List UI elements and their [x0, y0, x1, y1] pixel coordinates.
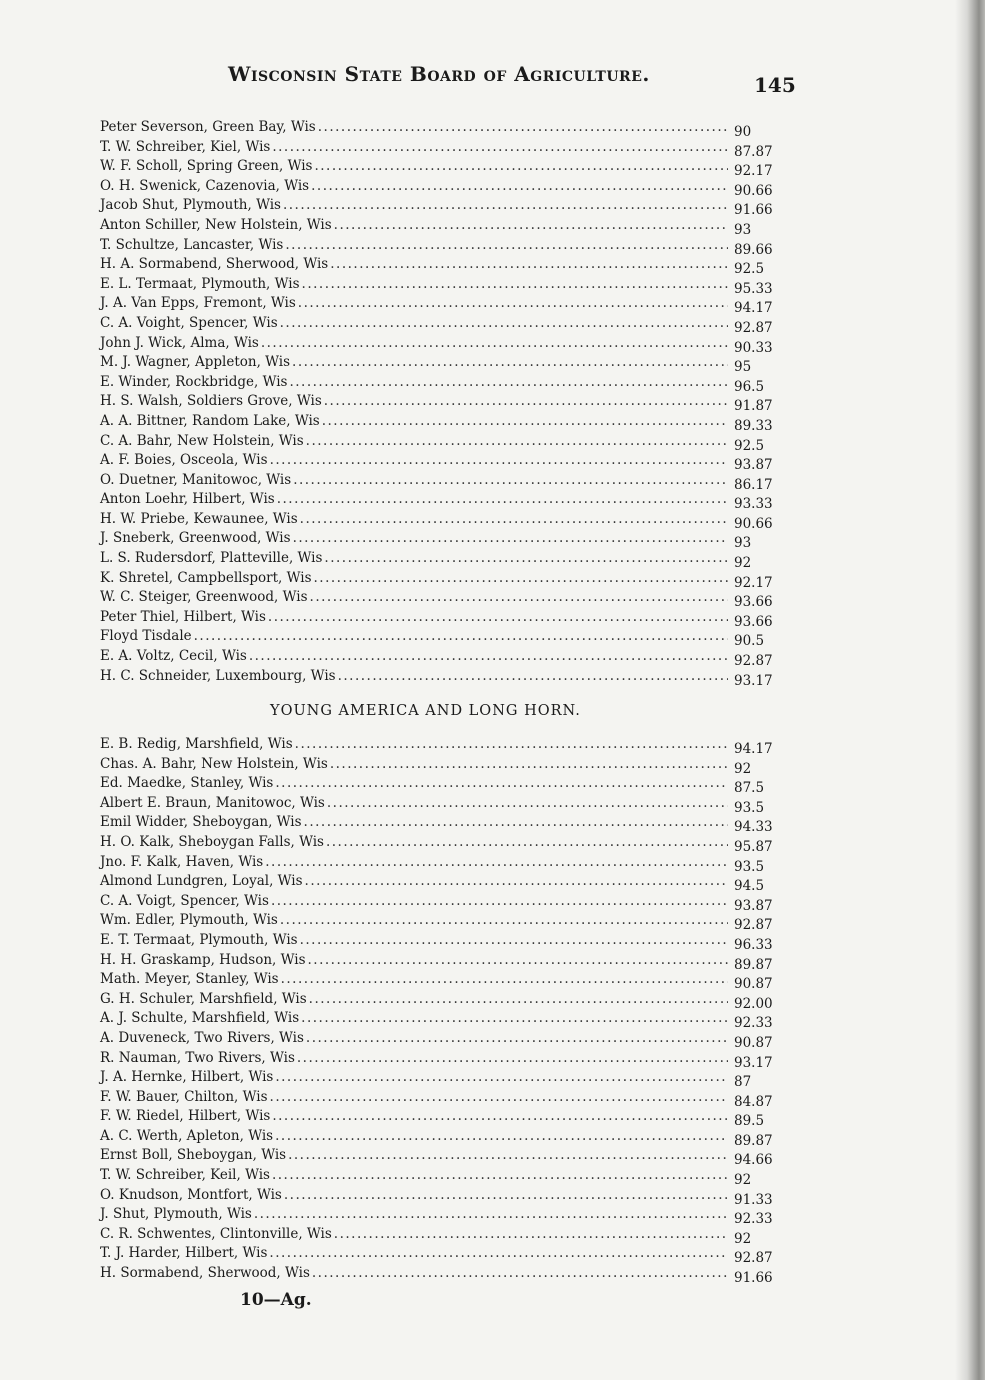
- entrant-name: Floyd Tisdale: [100, 628, 192, 645]
- entrant-name: Emil Widder, Sheboygan, Wis: [100, 814, 302, 831]
- score-value: 90.66: [734, 182, 773, 199]
- list-item: [100, 1166, 790, 1189]
- list-item: [100, 911, 790, 934]
- score-value: 92.87: [734, 653, 773, 670]
- entrant-name: A. A. Bittner, Random Lake, Wis: [100, 412, 320, 429]
- dot-leader: [305, 872, 728, 892]
- score-value: 93.17: [734, 672, 773, 689]
- entrant-name: O. Knudson, Montfort, Wis: [100, 1186, 282, 1203]
- entrant-name: W. F. Scholl, Spring Green, Wis: [100, 158, 313, 175]
- score-value: 96.5: [734, 378, 765, 395]
- list-item: [100, 794, 790, 814]
- score-value: 87.5: [734, 780, 765, 797]
- entrant-name: G. H. Schuler, Marshfield, Wis: [100, 990, 307, 1007]
- score-value: 92: [734, 760, 752, 777]
- score-value: 87.87: [734, 143, 773, 160]
- dot-leader: [283, 196, 728, 216]
- score-value: 93.33: [734, 496, 773, 513]
- results-list-2: [100, 735, 790, 1287]
- dot-leader: [306, 1029, 728, 1049]
- entrant-name: E. B. Redig, Marshfield, Wis: [100, 736, 293, 752]
- score-value: 91.33: [734, 1191, 773, 1208]
- score-value: 90: [734, 124, 752, 140]
- entrant-name: Almond Lundgren, Loyal, Wis: [100, 873, 303, 890]
- list-item: [100, 334, 790, 354]
- list-item: [100, 138, 790, 158]
- score-value: 84.87: [734, 1093, 773, 1110]
- dot-leader: [312, 1264, 728, 1284]
- dot-leader: [275, 1068, 728, 1088]
- dot-leader: [272, 138, 728, 158]
- dot-leader: [324, 392, 728, 412]
- score-value: 92.5: [734, 261, 765, 278]
- score-value: 92: [734, 1230, 752, 1247]
- list-item: [100, 412, 790, 432]
- dot-leader: [292, 353, 728, 373]
- score-value: 92.33: [734, 1015, 773, 1032]
- list-item: [100, 1186, 790, 1206]
- entrant-name: Anton Schiller, New Holstein, Wis: [100, 216, 332, 233]
- list-item: [100, 471, 790, 491]
- score-value: 92: [734, 1172, 752, 1189]
- dot-leader: [310, 588, 728, 608]
- dot-leader: [330, 755, 728, 775]
- dot-leader: [293, 471, 728, 491]
- dot-leader: [295, 735, 728, 755]
- entrant-name: W. C. Steiger, Greenwood, Wis: [100, 589, 308, 606]
- entrant-name: Peter Severson, Green Bay, Wis: [100, 119, 316, 135]
- score-value: 89.87: [734, 1132, 773, 1149]
- score-value: 93.5: [734, 858, 765, 875]
- list-item: [100, 196, 790, 219]
- list-item: [100, 970, 790, 993]
- score-value: 92.5: [734, 437, 765, 454]
- list-item: [100, 216, 790, 236]
- score-value: 92.17: [734, 574, 773, 591]
- list-item: [100, 510, 790, 530]
- score-value: 90.87: [734, 976, 773, 993]
- entrant-name: Ernst Boll, Sheboygan, Wis: [100, 1147, 287, 1164]
- list-item: [100, 755, 790, 775]
- entrant-name: A. Duveneck, Two Rivers, Wis: [100, 1029, 304, 1046]
- entrant-name: M. J. Wagner, Appleton, Wis: [100, 354, 291, 371]
- list-item: [100, 1088, 790, 1108]
- dot-leader: [265, 853, 728, 873]
- entrant-name: J. A. Van Epps, Fremont, Wis: [100, 295, 296, 312]
- entrant-name: Jno. F. Kalk, Haven, Wis: [100, 853, 264, 870]
- dot-leader: [326, 833, 728, 853]
- dot-leader: [268, 608, 728, 628]
- dot-leader: [324, 549, 728, 569]
- dot-leader: [338, 667, 728, 687]
- score-value: 90.66: [734, 515, 773, 532]
- entrant-name: F. W. Riedel, Hilbert, Wis: [100, 1108, 271, 1125]
- list-item: [100, 451, 790, 474]
- dot-leader: [280, 314, 728, 334]
- list-item: [100, 931, 790, 951]
- entrant-name: J. Sneberk, Greenwood, Wis: [100, 530, 291, 547]
- list-item: [100, 833, 790, 853]
- entrant-name: Chas. A. Bahr, New Holstein, Wis: [100, 755, 328, 772]
- score-value: 92.17: [734, 163, 773, 180]
- dot-leader: [314, 157, 728, 177]
- dot-leader: [297, 1049, 728, 1069]
- entrant-name: Jacob Shut, Plymouth, Wis: [100, 197, 281, 214]
- list-item: [100, 353, 790, 376]
- entrant-name: C. A. Bahr, New Holstein, Wis: [100, 432, 304, 449]
- list-item: [100, 892, 790, 912]
- score-value: 95.87: [734, 838, 773, 855]
- list-item: [100, 373, 790, 393]
- score-value: 92.87: [734, 1250, 773, 1267]
- entrant-name: J. A. Hernke, Hilbert, Wis: [100, 1069, 274, 1086]
- score-value: 93: [734, 535, 752, 552]
- entrant-name: Ed. Maedke, Stanley, Wis: [100, 775, 274, 792]
- list-item: [100, 667, 790, 687]
- score-value: 92.87: [734, 917, 773, 934]
- score-value: 93.66: [734, 594, 773, 611]
- entrant-name: E. A. Voltz, Cecil, Wis: [100, 648, 247, 665]
- dot-leader: [270, 1088, 728, 1108]
- entrant-name: A. C. Werth, Apleton, Wis: [100, 1127, 274, 1144]
- entrant-name: A. F. Boies, Osceola, Wis: [100, 452, 268, 469]
- dot-leader: [330, 255, 728, 275]
- list-item: [100, 588, 790, 611]
- list-item: [100, 432, 790, 452]
- list-item: [100, 735, 790, 755]
- score-value: 94.66: [734, 1152, 773, 1169]
- score-value: 90.5: [734, 633, 765, 650]
- entrant-name: H. H. Graskamp, Hudson, Wis: [100, 951, 306, 968]
- entrant-name: E. Winder, Rockbridge, Wis: [100, 373, 288, 390]
- list-item: [100, 1127, 790, 1147]
- dot-leader: [194, 627, 728, 647]
- dot-leader: [288, 1146, 728, 1166]
- score-value: 93.87: [734, 897, 773, 914]
- score-value: 93: [734, 221, 752, 238]
- dot-leader: [270, 451, 728, 471]
- dot-leader: [285, 236, 728, 256]
- dot-leader: [300, 931, 728, 951]
- list-item: [100, 1225, 790, 1245]
- entrant-name: O. H. Swenick, Cazenovia, Wis: [100, 177, 310, 194]
- score-value: 93.17: [734, 1054, 773, 1071]
- dot-leader: [275, 774, 728, 794]
- entrant-name: R. Nauman, Two Rivers, Wis: [100, 1049, 295, 1066]
- list-item: [100, 157, 790, 180]
- entrant-name: H. O. Kalk, Sheboygan Falls, Wis: [100, 833, 324, 850]
- list-item: [100, 1029, 790, 1049]
- entrant-name: Anton Loehr, Hilbert, Wis: [100, 491, 275, 508]
- score-value: 91.66: [734, 1270, 773, 1287]
- dot-leader: [275, 1127, 728, 1147]
- entrant-name: H. A. Sormabend, Sherwood, Wis: [100, 256, 329, 273]
- entrant-name: F. W. Bauer, Chilton, Wis: [100, 1088, 268, 1105]
- page-spine-shadow: [955, 0, 985, 1380]
- score-value: 92.00: [734, 995, 773, 1012]
- list-item: [100, 118, 790, 138]
- running-header: Wisconsin State Board of Agriculture.: [228, 62, 650, 86]
- entrant-name: A. J. Schulte, Marshfield, Wis: [100, 1010, 300, 1027]
- score-value: 89.87: [734, 956, 773, 973]
- list-item: [100, 608, 790, 628]
- dot-leader: [308, 951, 728, 971]
- list-item: [100, 1264, 790, 1287]
- dot-leader: [327, 794, 728, 814]
- dot-leader: [302, 275, 728, 295]
- score-value: 93.5: [734, 799, 765, 816]
- score-value: 90.87: [734, 1034, 773, 1051]
- dot-leader: [334, 1225, 728, 1245]
- entrant-name: C. R. Schwentes, Clintonville, Wis: [100, 1225, 332, 1242]
- dot-leader: [289, 373, 728, 393]
- entrant-name: L. S. Rudersdorf, Platteville, Wis: [100, 550, 323, 567]
- entrant-name: Albert E. Braun, Manitowoc, Wis: [100, 794, 325, 811]
- score-value: 86.17: [734, 476, 773, 493]
- list-item: [100, 1205, 790, 1228]
- entrant-name: H. C. Schneider, Luxembourg, Wis: [100, 667, 336, 684]
- entrant-name: T. W. Schreiber, Keil, Wis: [100, 1167, 270, 1184]
- score-value: 94.17: [734, 300, 773, 317]
- list-item: [100, 853, 790, 873]
- score-value: 89.5: [734, 1113, 765, 1130]
- list-item: [100, 1107, 790, 1130]
- list-item: [100, 529, 790, 552]
- list-item: [100, 294, 790, 317]
- dot-leader: [334, 216, 728, 236]
- entrant-name: C. A. Voight, Spencer, Wis: [100, 314, 278, 331]
- entrant-name: T. Schultze, Lancaster, Wis: [100, 236, 284, 253]
- list-item: [100, 490, 790, 513]
- score-value: 87: [734, 1074, 752, 1091]
- entrant-name: H. Sormabend, Sherwood, Wis: [100, 1265, 310, 1282]
- list-item: [100, 872, 790, 895]
- list-item: [100, 647, 790, 670]
- signature-mark: 10—Ag.: [240, 1290, 312, 1310]
- list-item: [100, 314, 790, 334]
- entrant-name: J. Shut, Plymouth, Wis: [100, 1206, 252, 1223]
- list-item: [100, 392, 790, 415]
- dot-leader: [272, 1166, 728, 1186]
- list-item: [100, 1009, 790, 1032]
- dot-leader: [261, 334, 728, 354]
- dot-leader: [300, 510, 728, 530]
- dot-leader: [277, 490, 728, 510]
- entrant-name: John J. Wick, Alma, Wis: [100, 334, 259, 351]
- list-item: [100, 1049, 790, 1069]
- list-item: [100, 236, 790, 256]
- entrant-name: T. J. Harder, Hilbert, Wis: [100, 1245, 268, 1262]
- list-item: [100, 569, 790, 589]
- entrant-name: H. W. Priebe, Kewaunee, Wis: [100, 510, 298, 527]
- list-item: [100, 255, 790, 278]
- score-value: 96.33: [734, 936, 773, 953]
- dot-leader: [322, 412, 728, 432]
- dot-leader: [271, 892, 728, 912]
- score-value: 95.33: [734, 280, 773, 297]
- entrant-name: E. T. Termaat, Plymouth, Wis: [100, 931, 298, 948]
- list-item: [100, 1146, 790, 1169]
- list-item: [100, 177, 790, 197]
- list-item: [100, 275, 790, 295]
- score-value: 95: [734, 359, 752, 376]
- page-number: 145: [754, 73, 796, 97]
- list-item: [100, 774, 790, 797]
- list-item: [100, 549, 790, 572]
- dot-leader: [314, 569, 729, 589]
- score-value: 93.87: [734, 457, 773, 474]
- dot-leader: [272, 1107, 728, 1127]
- score-value: 94.33: [734, 819, 773, 836]
- score-value: 92.33: [734, 1211, 773, 1228]
- dot-leader: [301, 1009, 728, 1029]
- score-value: 91.87: [734, 398, 773, 415]
- entrant-name: Wm. Edler, Plymouth, Wis: [100, 912, 278, 929]
- section-title: YOUNG AMERICA AND LONG HORN.: [270, 703, 581, 719]
- dot-leader: [309, 990, 728, 1010]
- dot-leader: [318, 118, 728, 138]
- score-value: 94.17: [734, 741, 773, 757]
- entrant-name: C. A. Voigt, Spencer, Wis: [100, 892, 269, 909]
- list-item: [100, 990, 790, 1010]
- score-value: 92: [734, 555, 752, 572]
- dot-leader: [249, 647, 728, 667]
- entrant-name: Math. Meyer, Stanley, Wis: [100, 971, 279, 988]
- score-value: 91.66: [734, 202, 773, 219]
- score-value: 89.66: [734, 241, 773, 258]
- list-item: [100, 1244, 790, 1267]
- dot-leader: [269, 1244, 728, 1264]
- entrant-name: Peter Thiel, Hilbert, Wis: [100, 608, 266, 625]
- dot-leader: [304, 813, 728, 833]
- score-value: 92.87: [734, 319, 773, 336]
- list-item: [100, 951, 790, 971]
- dot-leader: [280, 911, 728, 931]
- dot-leader: [254, 1205, 728, 1225]
- score-value: 89.33: [734, 417, 773, 434]
- dot-leader: [306, 432, 728, 452]
- dot-leader: [311, 177, 728, 197]
- list-item: [100, 813, 790, 836]
- dot-leader: [293, 529, 728, 549]
- dot-leader: [284, 1186, 728, 1206]
- dot-leader: [281, 970, 728, 990]
- dot-leader: [298, 294, 728, 314]
- entrant-name: K. Shretel, Campbellsport, Wis: [100, 569, 312, 586]
- list-item: [100, 1068, 790, 1091]
- results-list-1: [100, 118, 790, 689]
- score-value: 94.5: [734, 878, 765, 895]
- entrant-name: H. S. Walsh, Soldiers Grove, Wis: [100, 393, 322, 410]
- entrant-name: T. W. Schreiber, Kiel, Wis: [100, 138, 271, 155]
- score-value: 90.33: [734, 339, 773, 356]
- list-item: [100, 627, 790, 650]
- entrant-name: E. L. Termaat, Plymouth, Wis: [100, 275, 300, 292]
- entrant-name: O. Duetner, Manitowoc, Wis: [100, 471, 292, 488]
- score-value: 93.66: [734, 613, 773, 630]
